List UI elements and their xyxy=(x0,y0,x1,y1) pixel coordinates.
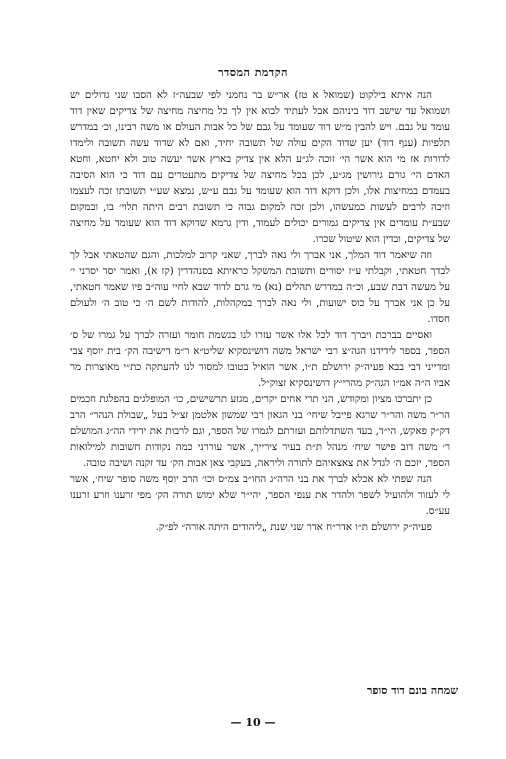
paragraph: פעיה״ק ירושלם ת״ו אדר״ח אדר שני שנת „ליהודים היתה אורה״ לפ״ק. xyxy=(155,522,432,533)
paragraph: וזה שיאמר דוד המלך, אני אברך ולי נאה לברך, שאני קרוב למלכות, והגם שהטאתי אבל לך לבדך חטאתי, וקבלתי ע״ז יסורים ותשובת המשקל כראיתא בסנהדרין (קז א), ואמר יסר יסרני י׳ על מעשה דבת שבע, וכ״ה במדרש תהלים (נא) מי גרם לדוד שבא לחיי עוה״ב פיו שאמר חטאתי, על כן אני אברך על כוס ישועות, ולי נאה לברך במקהלות, להודות לשם ה׳ כי טוב ה׳ ולעולם חסדו. xyxy=(70,250,450,325)
page-header-title: הקדמת המסדר xyxy=(218,66,288,79)
preface-text xyxy=(70,88,450,536)
paragraph: הנה איתא בילקוט (שמואל א טז) אר״ש בר נחמני לפי שבעה״ז לא הסבו שני גדולים יש ושמואל עד שישב דוד ביניהם אבל לעתיד לבוא אין לך כל מחיצה מחיצה של צדיקים שאין דוד עומד על גבם. ויש להבין מ״ש דוד שעומד על גבם של כל אבות העולם או משה רבינו, וכ׳ במדרש תלפיות (ענף דוד) יען שדוד הקים עולה של תשובה יחיד, ואם לא שדוד עשה תשובה ולימדו לדורות אז מי הוא אשר הי׳ זוכה לג״ע הלא אין צדיק בארץ אשר יעשה טוב ולא יחטא, וחטא האדם הי׳ גורם גירושין מג״ע, לכן בכל מחיצה של צדיקים מתעטרים עם דוד כי הוא הסיבה בעמדם במחיצות אלו, ולכן דוקא דוד הוא שעומד על גבם ע״ש, נמצא שע״י תשובתו זכה לעצמו וזיכה לרבים לעשות כמעשהו, ולכן זכה למקום גבוה כי תשובת רבים היתה תלוי׳ בו, ובמקום שבע״ת עומדים אין צדיקים גמורים יכולים לעמוד, ודין גרמא שדוקא דוד הוא שעומד על מחיצה של צדיקים, ובדין הוא שיטול שכרו. xyxy=(70,90,450,245)
author-signature: שמחה בונם דוד סופר xyxy=(366,684,458,697)
paragraph: כן יתברכו מציון ומקודש, הני תרי אחים יקרים, מגזע תרשישים, כו׳ המופלגים בהפלגת חכמים הר״ר משה והר״ר שרגא פייבל שיחי׳ בני הגאון רבי שמשון אלטמן זצ״ל בעל „שבולת הנהר״ הרב דק״ק פאקש, הי״ד, בעד השתדלותם ועזרתם לגמרו של הספר, וגם לרבות את ידידי הה״ג המושלם ר׳ משה דוב פישר שיח׳ מנהל ת״ת בעיר צירייך, אשר עוררני כמה נקודות חשובות למילואות הספר, יזכם ה׳ לגדל את צאצאיהם לתורה וליראה, בעקבי צאן אבות הק׳ עד זקנה ושיבה טובה. xyxy=(70,394,450,469)
page-number: — 10 — xyxy=(230,716,276,729)
paragraph: ואסיים בברכת ויברך דוד לכל אלו אשר עזרו לנו בגשמת חומר ועזרה לברך על גמרו של ס׳ הספר, בספר לידידנו הגה״צ רבי ישראל משה דושינסקיא שליט״א ר״מ דישיבה הק׳ בית יוסף צבי ומדייני דבי בבא פעיה״ק ירושלם ת״ו, אשר הואיל בטובו למסור לנו להעתקה כת״י מאוצרות מר אביו ה״ה אמ״ו הגה״ק מהרי״ץ דושינסקיא זצוק״ל. xyxy=(70,330,450,389)
paragraph: הנה שפתי לא אכלא לברך את בני הרה״ג החו״ב צמ״ס וכו׳ הרב יוסף משה סופר שיח׳, אשר לי לעזור ולהועיל לשפר ולהדר את ענפי הספר, יהי״ר שלא ימוש תורה הק׳ מפי זרענו וזרע זרענו עע״ס. xyxy=(70,474,450,517)
